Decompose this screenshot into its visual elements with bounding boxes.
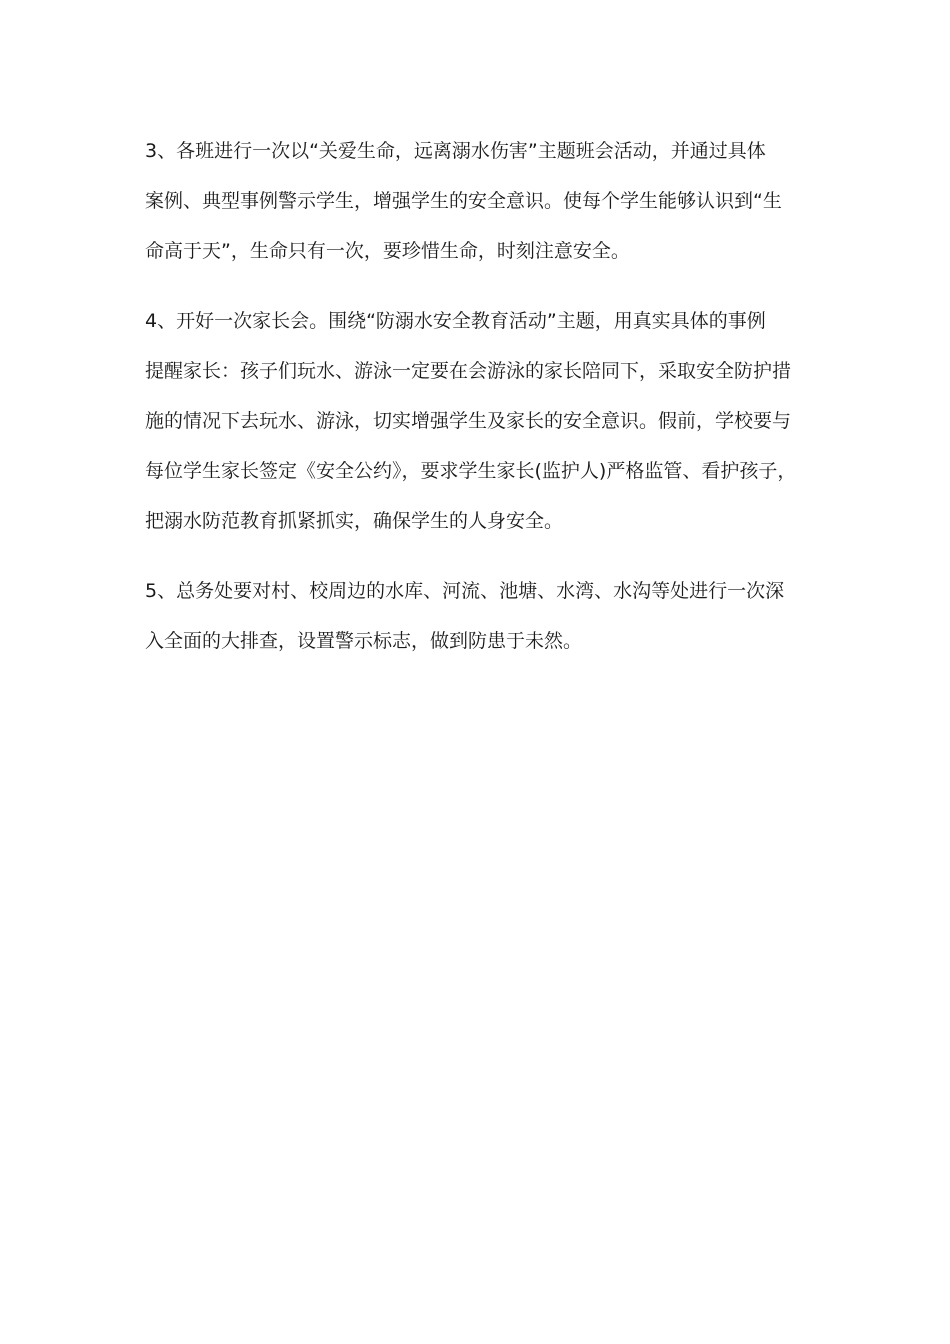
paragraph-line: 入全面的大排查，设置警示标志，做到防患于未然。 [145, 630, 583, 652]
paragraph-line: 把溺水防范教育抓紧抓实，确保学生的人身安全。 [145, 510, 564, 532]
paragraph-line: 4、开好一次家长会。围绕“防溺水安全教育活动”主题，用真实具体的事例 [145, 310, 766, 332]
paragraph-4 [145, 296, 835, 546]
paragraph-line: 每位学生家长签定《安全公约》，要求学生家长(监护人)严格监管、看护孩子， [145, 460, 797, 482]
paragraph-line: 3、各班进行一次以“关爱生命，远离溺水伤害”主题班会活动，并通过具体 [145, 140, 766, 162]
paragraph-line: 施的情况下去玩水、游泳，切实增强学生及家长的安全意识。假前，学校要与 [145, 410, 792, 432]
paragraph-line: 案例、典型事例警示学生，增强学生的安全意识。使每个学生能够认识到“生 [145, 190, 782, 212]
paragraph-line: 命高于天”，生命只有一次，要珍惜生命，时刻注意安全。 [145, 240, 630, 262]
paragraph-line: 提醒家长：孩子们玩水、游泳一定要在会游泳的家长陪同下，采取安全防护措 [145, 360, 792, 382]
paragraph-3 [145, 126, 835, 276]
document-body [145, 126, 835, 686]
paragraph-5 [145, 566, 835, 666]
paragraph-line: 5、总务处要对村、校周边的水库、河流、池塘、水湾、水沟等处进行一次深 [145, 580, 785, 602]
